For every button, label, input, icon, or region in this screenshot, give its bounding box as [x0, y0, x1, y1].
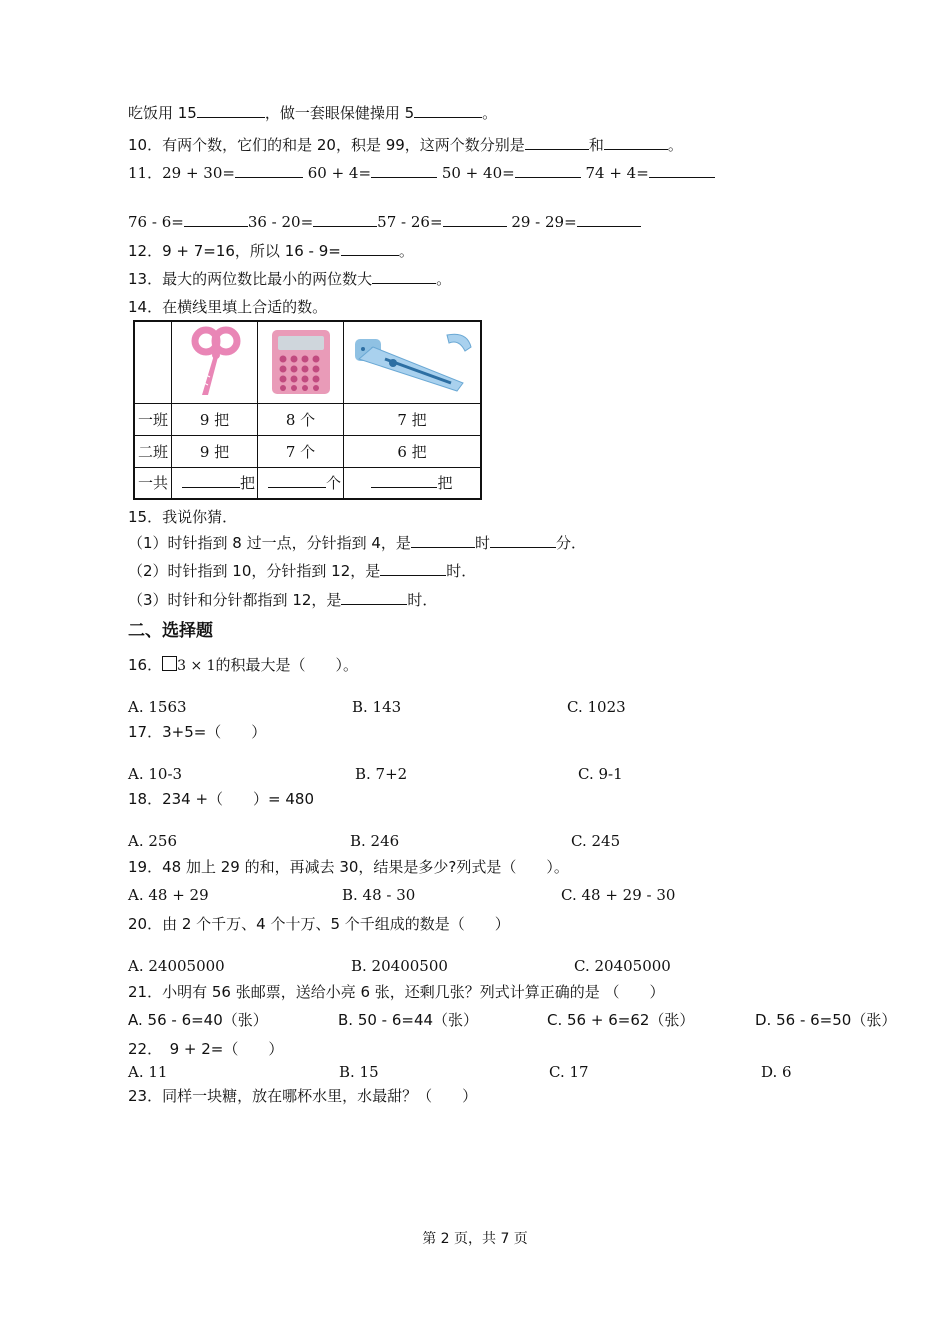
table-cell-total — [258, 467, 344, 499]
answer-blank[interactable] — [515, 163, 581, 178]
scissors-icon — [180, 325, 250, 399]
option-d[interactable]: D. 56 - 6=50（张） — [755, 1011, 897, 1029]
q10-end: 。 — [667, 136, 683, 154]
q17-text: 17．3+5=（ ） — [128, 723, 267, 741]
table-cell-scissors — [172, 321, 258, 403]
option-b[interactable]: B. 143 — [352, 698, 402, 716]
answer-blank[interactable] — [341, 241, 399, 256]
table-cell: 8 个 — [258, 403, 344, 435]
q11-expr: 60 + 4= — [307, 164, 372, 182]
answer-blank[interactable] — [443, 212, 507, 227]
answer-blank[interactable] — [414, 103, 482, 118]
q15-title — [128, 507, 237, 527]
table-row — [134, 321, 481, 403]
q15-p3-hour: 时． — [407, 591, 438, 609]
row-label: 一共 — [134, 467, 172, 499]
answer-blank[interactable] — [380, 561, 446, 576]
q18-text: 18．234 +（ ）= 480 — [128, 790, 315, 808]
q11-expr: 57 - 26= — [377, 213, 443, 231]
q14-text: 14．在横线里填上合适的数。 — [128, 298, 328, 316]
option-c[interactable]: C. 48 + 29 - 30 — [561, 886, 676, 904]
q19-text: 19．48 加上 29 的和，再减去 30，结果是多少?列式是（ ）。 — [128, 858, 569, 876]
q11-row2 — [128, 212, 641, 232]
table-row — [134, 403, 481, 435]
q15-p3-text: （3）时针和分针都指到 12，是 — [128, 591, 342, 609]
table-cell-total — [344, 467, 482, 499]
unit-label: 把 — [437, 474, 453, 493]
q15-part1 — [128, 533, 586, 553]
q13-line — [128, 269, 451, 289]
option-b[interactable]: B. 15 — [339, 1063, 379, 1081]
answer-blank[interactable] — [268, 473, 326, 488]
q15-p1-hour: 时 — [474, 534, 490, 552]
row-label: 二班 — [134, 435, 172, 467]
option-d[interactable]: D. 6 — [761, 1063, 792, 1081]
q11-expr: 76 - 6= — [128, 213, 184, 231]
answer-blank[interactable] — [371, 473, 437, 488]
q11-prefix: 11． — [128, 164, 163, 182]
table-cell-total — [172, 467, 258, 499]
table-row — [134, 467, 481, 499]
option-b[interactable]: B. 50 - 6=44（张） — [338, 1011, 479, 1029]
option-a[interactable]: A. 11 — [128, 1063, 168, 1081]
q23-text: 23．同样一块糖，放在哪杯水里，水最甜？（ ） — [128, 1087, 478, 1105]
q13-text: 13．最大的两位数比最小的两位数大 — [128, 270, 373, 288]
answer-blank[interactable] — [197, 103, 265, 118]
q10-and: 和 — [588, 136, 604, 154]
table-corner-cell — [134, 321, 172, 403]
q15-p2-hour: 时． — [446, 562, 477, 580]
answer-blank[interactable] — [525, 135, 589, 150]
table-cell: 7 个 — [258, 435, 344, 467]
answer-blank[interactable] — [411, 533, 475, 548]
q10-text: 10．有两个数，它们的和是 20，积是 99，这两个数分别是 — [128, 136, 525, 154]
option-c[interactable]: C. 56 + 6=62（张） — [547, 1011, 695, 1029]
q16-line — [128, 655, 358, 676]
unit-label: 个 — [325, 474, 341, 493]
answer-blank[interactable] — [490, 533, 556, 548]
option-c[interactable]: C. 20405000 — [574, 957, 671, 975]
q20-text: 20．由 2 个千万、4 个十万、5 个千组成的数是（ ） — [128, 915, 510, 933]
answer-blank[interactable] — [341, 590, 407, 605]
option-b[interactable]: B. 7+2 — [355, 765, 408, 783]
table-cell: 9 把 — [172, 403, 258, 435]
q9-tail-line — [128, 103, 497, 123]
q13-end: 。 — [436, 270, 452, 288]
q11-expr: 50 + 40= — [441, 164, 515, 182]
option-a[interactable]: A. 1563 — [128, 698, 187, 716]
table-cell: 6 把 — [344, 435, 482, 467]
q12-line — [128, 241, 414, 261]
answer-blank[interactable] — [372, 269, 436, 284]
answer-blank[interactable] — [235, 163, 303, 178]
q15-part3 — [128, 590, 437, 610]
option-a[interactable]: A. 256 — [128, 832, 177, 850]
table-cell-calculator — [258, 321, 344, 403]
q14-line — [128, 297, 327, 317]
ruler-icon — [347, 325, 477, 399]
q11-expr: 29 - 29= — [511, 213, 577, 231]
calculator-icon — [268, 328, 334, 396]
q11-row1 — [128, 163, 715, 183]
option-c[interactable]: C. 17 — [549, 1063, 589, 1081]
table-cell: 7 把 — [344, 403, 482, 435]
unit-label: 把 — [239, 474, 255, 493]
option-b[interactable]: B. 48 - 30 — [342, 886, 416, 904]
option-a[interactable]: A. 24005000 — [128, 957, 225, 975]
q10-line — [128, 135, 683, 155]
q15-p2-text: （2）时针指到 10，分针指到 12，是 — [128, 562, 381, 580]
q15-p1-minute: 分． — [555, 534, 586, 552]
q15-p1-text: （1）时针指到 8 过一点，分针指到 4，是 — [128, 534, 411, 552]
option-a[interactable]: A. 10-3 — [128, 765, 183, 783]
answer-blank[interactable] — [182, 473, 240, 488]
option-c[interactable]: C. 1023 — [567, 698, 626, 716]
answer-blank[interactable] — [649, 163, 715, 178]
answer-blank[interactable] — [184, 212, 248, 227]
option-a[interactable]: A. 48 + 29 — [128, 886, 209, 904]
q12-end: 。 — [398, 242, 414, 260]
q12-text: 12．9 + 7=16，所以 16 - 9= — [128, 242, 341, 260]
box-blank[interactable] — [162, 656, 177, 671]
table-row — [134, 435, 481, 467]
q16-prefix: 16． — [128, 656, 163, 674]
q9-text-b: ，做一套眼保健操用 5 — [264, 104, 415, 122]
q11-expr: 29 + 30= — [162, 164, 235, 182]
q11-expr: 74 + 4= — [585, 164, 649, 182]
page-footer: 第 2 页，共 7 页 — [422, 1231, 528, 1247]
q14-table — [133, 320, 482, 500]
table-cell: 9 把 — [172, 435, 258, 467]
q16-expr: 3 × 1 — [177, 658, 216, 674]
option-b[interactable]: B. 20400500 — [351, 957, 448, 975]
q9-text-a: 吃饭用 15 — [128, 104, 197, 122]
q16-suffix: 的积最大是（ ）。 — [215, 656, 359, 674]
q21-text: 21．小明有 56 张邮票，送给小亮 6 张，还剩几张？列式计算正确的是 （ ） — [128, 983, 665, 1001]
option-a[interactable]: A. 56 - 6=40（张） — [128, 1011, 268, 1029]
answer-blank[interactable] — [577, 212, 641, 227]
q11-expr: 36 - 20= — [247, 213, 314, 231]
option-c[interactable]: C. 245 — [571, 832, 621, 850]
q15-part2 — [128, 561, 476, 581]
answer-blank[interactable] — [313, 212, 377, 227]
answer-blank[interactable] — [371, 163, 437, 178]
option-c[interactable]: C. 9-1 — [578, 765, 623, 783]
answer-blank[interactable] — [604, 135, 668, 150]
q15-title-text: 15．我说你猜． — [128, 508, 238, 526]
row-label: 一班 — [134, 403, 172, 435]
q9-end: 。 — [482, 104, 498, 122]
table-cell-ruler — [344, 321, 482, 403]
section-heading: 二、选择题 — [128, 621, 213, 641]
q22-text: 22． 9 + 2=（ ） — [128, 1040, 284, 1058]
option-b[interactable]: B. 246 — [350, 832, 400, 850]
